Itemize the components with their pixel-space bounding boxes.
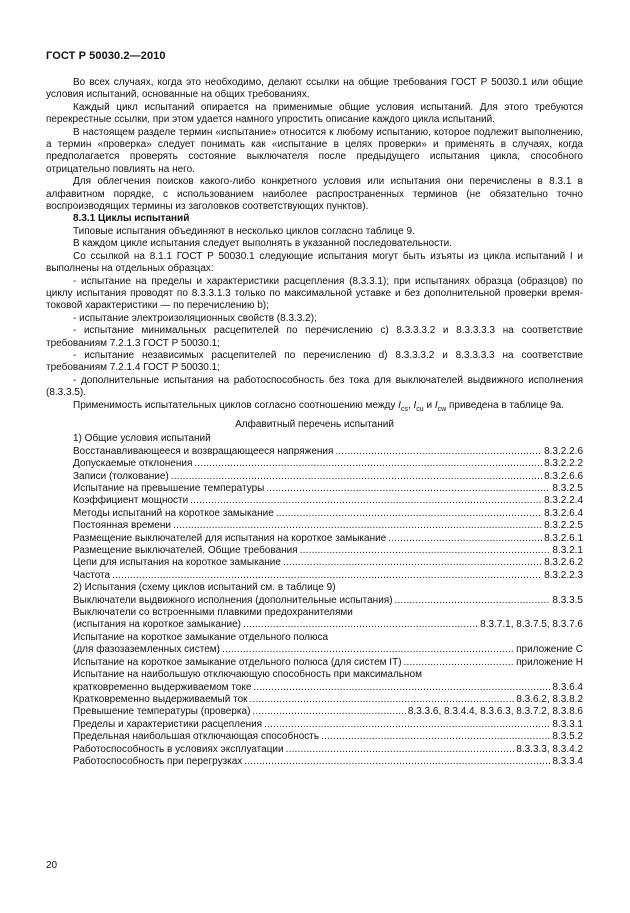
index-entry [46,471,583,483]
section-paragraph: - испытание на пределы и характеристики расцепления (8.3.3.1); при испытаниях образца (образцов) по циклу испытания проводят по 8.3.3.1.3 только по максимальной уставке и без дополнительной проверки время-токовой характеристики — по перечислению b); [46,275,583,312]
index-entry-label: Выключатели выдвижного исполнения (дополнительные испытания) [73,594,393,606]
document-header: ГОСТ Р 50030.2—2010 [46,50,166,62]
dot-leader [112,570,542,582]
group-title: 1) Общие условия испытаний [73,433,211,445]
index-entry-label: Восстанавливающееся и возвращающееся напряжения [73,445,334,457]
dot-leader [243,619,478,631]
index-group-tests [46,595,583,769]
applicability-paragraph: Применимость испытательных циклов согласно соотношению между $I_{cs}$, $I_{cu}$ и $I_{cw}$ приведена в таблице 9а. [73,399,565,413]
index-entry-label: Предельная наибольшая отключающая способность [73,731,320,743]
index-entry [46,595,583,607]
index-entry-ref: 8.3.2.6.6 [544,470,583,482]
dot-leader [222,644,514,656]
index-entry-ref: 8.3.2.6.2 [544,557,583,569]
index-entry [46,557,583,569]
dot-leader [244,756,550,768]
paragraph: Для облегчения поисков какого-либо конкретного условия или испытания они перечислены в 8.3.1 в алфавитном порядке, с использованием наиболее распространенных терминов (не обязательно точно воспроизводящих термины из заголовков соответствующих пунктов). [46,176,583,213]
index-group-general [46,446,583,582]
index-entry-ref: 8.3.5.2 [552,731,583,743]
index-entry [46,744,583,756]
index-entry-label: Методы испытаний на короткое замыкание [73,507,274,519]
index-entry-ref: 8.3.2.6.4 [544,507,583,519]
index-entry-label: Превышение температуры (проверка) [73,706,251,718]
index-entry-line: Испытание на короткое замыкание отдельного полюса [73,631,329,643]
dot-leader [173,520,542,532]
index-entry-label: Постоянная времени [73,520,171,532]
index-entry-label: Работоспособность при перегрузках [73,755,243,767]
group-title: 2) Испытания (схему циклов испытаний см. в таблице 9) [73,582,336,594]
section-paragraph: - испытание электроизоляционных свойств (8.3.3.2); [73,312,317,324]
index-entry [46,719,583,731]
dot-leader [300,545,551,557]
section-paragraph: В каждом цикле испытания следует выполнять в указанной последовательности. [73,238,453,250]
index-entry-label: кратковременно выдерживаемом токе [73,681,252,693]
index-entry-ref: 8.3.2.2.6 [544,445,583,457]
index-entry-ref: 8.3.2.2.3 [544,569,583,581]
index-entry-ref: 8.3.2.2.5 [544,520,583,532]
index-entry-label: Допускаемые отклонения [73,458,193,470]
index-entry-label: (испытания на короткое замыкание) [73,619,241,631]
index-entry-ref: 8.3.2.2.4 [544,495,583,507]
index-entry [46,731,583,743]
page-number: 20 [46,860,58,871]
dot-leader [194,458,542,470]
index-entry-label: Коэффициент мощности [73,495,189,507]
index-entry-label: Испытание на короткое замыкание отдельного полюса (для систем IT) [73,656,402,668]
index-entry-ref: 8.3.2.1 [552,545,583,557]
index-entry [46,756,583,768]
index-entry [46,644,583,656]
index-entry-ref: 8.3.6.4 [552,681,583,693]
dot-leader [250,694,515,706]
index-entry-ref: 8.3.2.2.2 [544,458,583,470]
dot-leader [171,471,542,483]
index-entry-label: Частота [73,569,111,581]
section-paragraph: - испытание минимальных расцепителей по перечислению c) 8.3.3.3.2 и 8.3.3.3.3 на соответствие требованиям 7.2.1.3 ГОСТ Р 50030.1; [46,325,583,349]
index-entry-ref: 8.3.2.5 [552,483,583,494]
index-entry-line: Выключатели со встроенными плавкими предохранителями [73,607,353,619]
paragraph: Каждый цикл испытаний опирается на применимые общие условия испытаний. Для этого требуются перекрестные ссылки, при этом удается намного упростить описание каждого цикла испытаний. [46,101,583,126]
index-entry-ref: 8.3.3.3, 8.3.4.2 [516,743,583,755]
index-entry-label: (для фазозаземленных систем) [73,644,220,656]
section-title: 8.3.1 Циклы испытаний [73,213,190,225]
index-entry-label: Работоспособность в условиях эксплуатации [73,743,284,755]
index-entry-label: Испытание на превышение температуры [73,483,265,494]
index-entry-ref: 8.3.7.1, 8.3.7.5, 8.3.7.6 [480,619,583,631]
index-entry [46,545,583,557]
index-entry-label: Пределы и характеристики расцепления [73,718,263,730]
section-paragraph: Типовые испытания объединяют в несколько циклов согласно таблице 9. [73,225,415,237]
index-entry [46,533,583,545]
section-paragraph: - дополнительные испытания на работоспособность без тока для выключателей выдвижного исполнения (8.3.3.5). [46,374,583,399]
index-entry-ref: приложение С [516,644,583,656]
index-entry [46,508,583,520]
dot-leader [276,508,542,520]
index-entry-label: Размещение выключателей. Общие требования [73,545,298,557]
index-entry [46,619,583,631]
dot-leader [404,657,515,669]
index-entry-line: Испытание на наибольшую отключающую способность при максимальном [73,669,422,681]
index-entry [46,694,583,706]
dot-leader [283,557,542,569]
dot-leader [266,483,550,495]
dot-leader [395,595,551,607]
index-entry [46,657,583,669]
dot-leader [253,682,550,694]
index-entry [46,706,583,718]
index-entry [46,570,583,582]
paragraph: Во всех случаях, когда это необходимо, делают ссылки на общие требования ГОСТ Р 50030.1 или общие условия испытаний, основанные на общих требованиях. [46,77,583,101]
index-entry-label: Записи (толкование) [73,470,169,482]
index-entry-ref: 8.3.3.6, 8.3.4.4, 8.3.6.3, 8.3.7.2, 8.3.8.6 [407,706,583,718]
index-entry [46,520,583,532]
dot-leader [335,446,542,458]
index-entry-label: Размещение выключателей для испытания на короткое замыкание [73,532,387,544]
index-entry-ref: 8.3.3.4 [552,755,583,767]
dot-leader [321,731,550,743]
section-paragraph: - испытание независимых расцепителей по перечислению d) 8.3.3.3.2 и 8.3.3.3.3 на соответствие требованиям 7.2.1.4 ГОСТ Р 50030.1; [46,349,583,374]
index-entry-ref: 8.3.6.2, 8.3.8.2 [516,693,583,705]
index-entry-label: Кратковременно выдерживаемый ток [73,693,248,705]
index-entry-ref: 8.3.2.6.1 [544,532,583,544]
dot-leader [286,744,515,756]
dot-leader [264,719,550,731]
index-entry [46,495,583,507]
dot-leader [388,533,542,545]
index-entry-ref: 8.3.3.5 [552,594,583,606]
index-entry-ref: приложение Н [516,656,583,668]
index-title: Алфавитный перечень испытаний [235,418,394,430]
index-entry [46,458,583,470]
index-entry [46,446,583,458]
dot-leader [190,495,542,507]
dot-leader [252,706,405,718]
index-entry [46,483,583,495]
index-entry [46,682,583,694]
page-content [46,77,583,768]
paragraph: В настоящем разделе термин «испытание» относится к любому испытанию, которое подлежит выполнению, а термин «проверка» следует понимать как «испытание в целях проверки» и применять в случаях, когда предполагается проверять состояние выключателя после предыдущего испытания цикла, способного отрицательно повлиять на него. [46,126,583,175]
section-paragraph: Со ссылкой на 8.1.1 ГОСТ Р 50030.1 следующие испытания могут быть изъяты из цикла испытаний I и выполнены на отдельных образцах: [46,250,583,275]
index-entry-label: Цепи для испытания на короткое замыкание [73,557,281,569]
index-entry-ref: 8.3.3.1 [552,718,583,730]
